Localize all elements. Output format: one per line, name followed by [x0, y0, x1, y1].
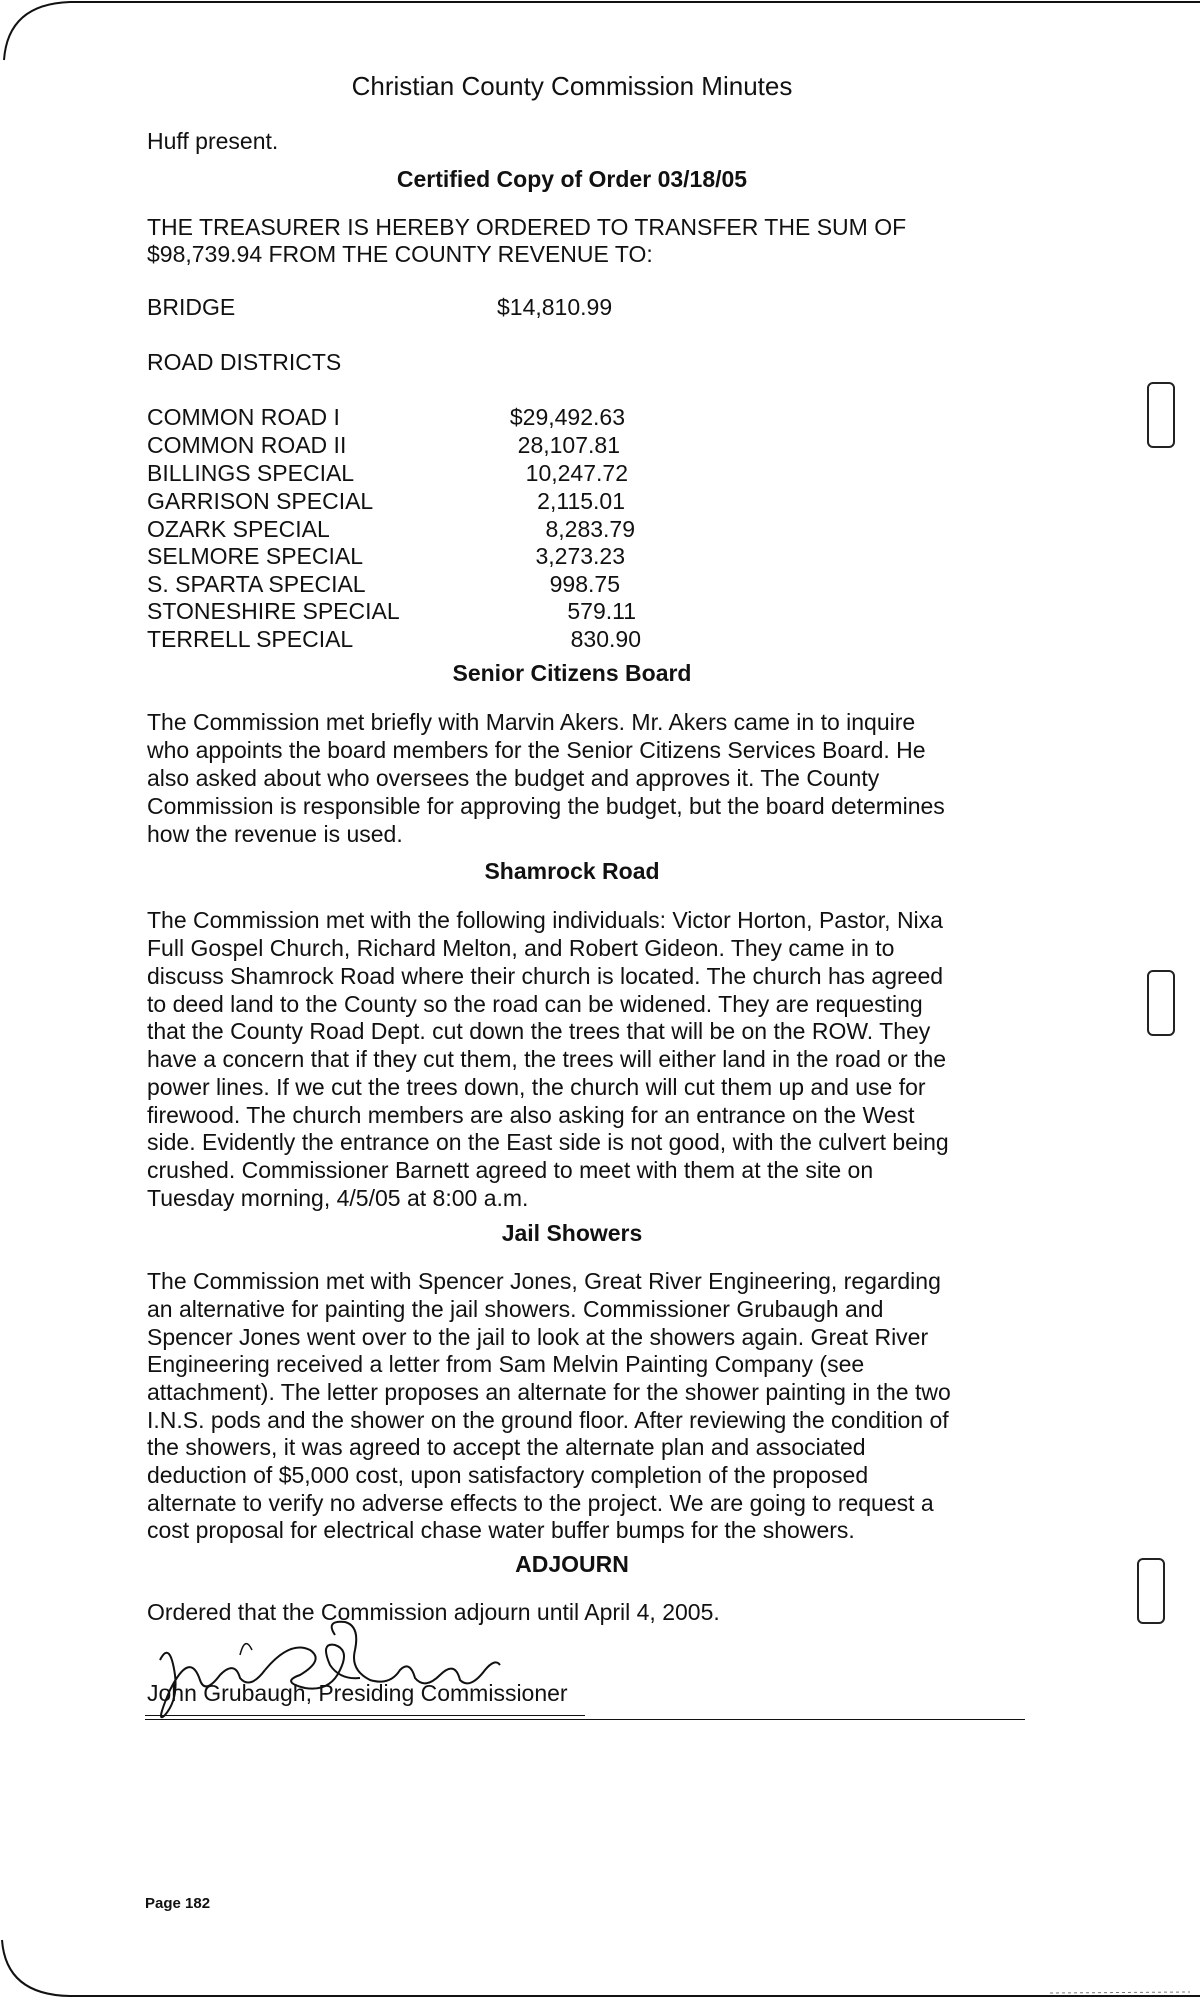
district-amount: 3,273.23 [535, 543, 625, 569]
paragraph-line: The Commission met with Spencer Jones, Great River Engineering, regarding [147, 1268, 941, 1294]
paragraph-line: how the revenue is used. [147, 821, 403, 847]
page-number: Page 182 [145, 1895, 211, 1912]
paragraph-line: side. Evidently the entrance on the East side is not good, with the culvert being [147, 1129, 949, 1155]
paragraph-line: I.N.S. pods and the shower on the ground floor. After reviewing the condition of [147, 1407, 949, 1433]
road-districts-heading: ROAD DISTRICTS [147, 349, 342, 375]
signature-underline [145, 1719, 1025, 1720]
paragraph-line: cost proposal for electrical chase water buffer bumps for the showers. [147, 1517, 855, 1543]
paragraph-line: Engineering received a letter from Sam Melvin Painting Company (see [147, 1351, 865, 1377]
paragraph-line: Full Gospel Church, Richard Melton, and Robert Gideon. They came in to [147, 935, 895, 961]
bridge-amount: $14,810.99 [497, 294, 613, 320]
intro-line: Huff present. [147, 128, 279, 154]
district-amount: 2,115.01 [537, 488, 625, 514]
district-amount: $29,492.63 [509, 404, 625, 430]
district-label: TERRELL SPECIAL [147, 626, 354, 652]
signature-line [145, 1715, 585, 1716]
paragraph-line: attachment). The letter proposes an alternate for the shower painting in the two [147, 1379, 951, 1405]
district-row [147, 542, 625, 570]
order-text-line-1: THE TREASURER IS HEREBY ORDERED TO TRANSFER THE SUM OF [147, 214, 907, 240]
district-row [147, 459, 628, 487]
district-label: SELMORE SPECIAL [147, 543, 364, 569]
order-text-line-2: $98,739.94 FROM THE COUNTY REVENUE TO: [147, 241, 653, 267]
binder-hole-bottom [1137, 1558, 1165, 1624]
paragraph-line: to deed land to the County so the road can be widened. They are requesting [147, 991, 923, 1017]
paragraph-line: discuss Shamrock Road where their church is located. The church has agreed [147, 963, 944, 989]
handwritten-signature [140, 1620, 520, 1730]
district-row [147, 487, 625, 515]
paragraph-line: alternate to verify no adverse effects to the project. We are going to request a [147, 1490, 934, 1516]
adjourn-text: Ordered that the Commission adjourn until April 4, 2005. [147, 1599, 720, 1625]
paragraph-line: the showers, it was agreed to accept the alternate plan and associated [147, 1434, 866, 1460]
district-label: S. SPARTA SPECIAL [147, 571, 366, 597]
paragraph-line: Spencer Jones went over to the jail to look at the showers again. Great River [147, 1324, 929, 1350]
district-amount: 10,247.72 [525, 460, 628, 486]
binder-hole-middle [1147, 970, 1175, 1036]
district-row [147, 403, 625, 431]
paragraph-line: power lines. If we cut the trees down, the church will cut them up and use for [147, 1074, 926, 1100]
paragraph-line: deduction of $5,000 cost, upon satisfactory completion of the proposed [147, 1462, 869, 1488]
shamrock-road-heading: Shamrock Road [484, 858, 660, 884]
paragraph-line: that the County Road Dept. cut down the trees that will be on the ROW. They [147, 1018, 931, 1044]
district-amount: 830.90 [570, 626, 641, 652]
district-label: COMMON ROAD I [147, 404, 340, 430]
paragraph-line: crushed. Commissioner Barnett agreed to meet with them at the site on [147, 1157, 874, 1183]
paragraph-line: The Commission met with the following individuals: Victor Horton, Pastor, Nixa [147, 907, 943, 933]
district-amount: 8,283.79 [545, 516, 635, 542]
district-row [147, 625, 641, 653]
senior-citizens-heading: Senior Citizens Board [452, 660, 692, 686]
order-heading: Certified Copy of Order 03/18/05 [396, 166, 748, 192]
district-label: COMMON ROAD II [147, 432, 347, 458]
district-label: GARRISON SPECIAL [147, 488, 374, 514]
paragraph-line: The Commission met briefly with Marvin Akers. Mr. Akers came in to inquire [147, 709, 916, 735]
paragraph-line: an alternative for painting the jail showers. Commissioner Grubaugh and [147, 1296, 884, 1322]
signature-caption: John Grubaugh, Presiding Commissioner [147, 1680, 568, 1706]
paragraph-line: Tuesday morning, 4/5/05 at 8:00 a.m. [147, 1185, 529, 1211]
paragraph-line: Commission is responsible for approving the budget, but the board determines [147, 793, 945, 819]
district-amount: 998.75 [549, 571, 620, 597]
district-label: OZARK SPECIAL [147, 516, 330, 542]
district-label: STONESHIRE SPECIAL [147, 598, 400, 624]
district-amount: 579.11 [567, 598, 636, 624]
bridge-label: BRIDGE [147, 294, 236, 320]
binder-hole-top [1147, 382, 1175, 448]
document-title: Christian County Commission Minutes [351, 71, 793, 101]
paragraph-line: firewood. The church members are also asking for an entrance on the West [147, 1102, 915, 1128]
jail-showers-heading: Jail Showers [501, 1220, 643, 1246]
adjourn-heading: ADJOURN [515, 1551, 629, 1577]
district-row [147, 597, 636, 625]
paragraph-line: also asked about who oversees the budget and approves it. The County [147, 765, 880, 791]
paragraph-line: who appoints the board members for the Senior Citizens Services Board. He [147, 737, 926, 763]
paragraph-line: have a concern that if they cut them, the trees will either land in the road or the [147, 1046, 947, 1072]
district-label: BILLINGS SPECIAL [147, 460, 355, 486]
district-row [147, 515, 635, 543]
district-amount: 28,107.81 [517, 432, 620, 458]
district-row [147, 431, 620, 459]
district-row [147, 570, 620, 598]
